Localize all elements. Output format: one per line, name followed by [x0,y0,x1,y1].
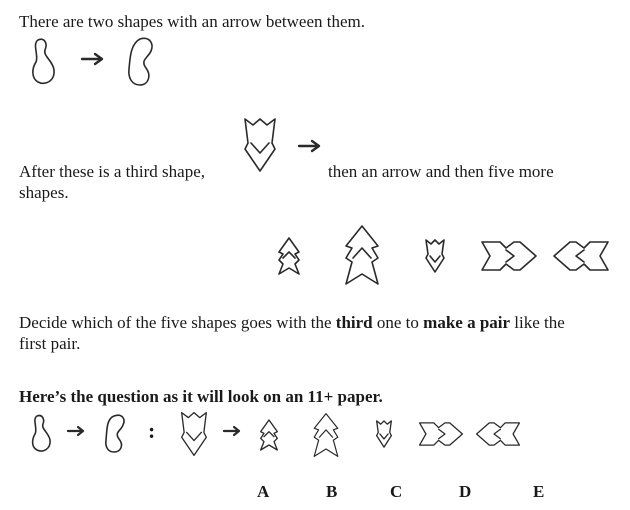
colon-separator: : [148,418,156,443]
option-shape-e-large [552,240,610,272]
instruction-bold-pair: make a pair [423,313,511,332]
bean-shape-small-2 [103,413,129,455]
option-label-d[interactable]: D [459,482,472,501]
instruction-part-1: Decide which of the five shapes goes with the [19,313,336,332]
option-label-b[interactable]: B [326,482,338,501]
option-shape-c-large [424,238,446,274]
instruction-line-2: first pair. [19,334,81,353]
arrow-icon-small-1 [66,425,86,437]
instruction-bold-third: third [335,313,373,332]
bean-shape-2 [126,36,158,88]
option-shape-a-small [259,418,279,452]
option-shape-d-large [480,240,538,272]
instruction-line-1 [19,312,565,334]
option-shape-e-small [475,421,521,447]
arrow-icon-small-2 [222,425,242,437]
intro-line-3: shapes. [19,183,69,202]
option-shape-a-large [277,236,301,276]
option-label-a[interactable]: A [257,482,270,501]
bean-shape-1 [28,36,58,88]
option-label-e[interactable]: E [533,482,545,501]
option-shape-d-small [418,421,464,447]
question-heading: Here’s the question as it will look on an 11+ paper. [19,387,383,406]
shield-arrow-shape-small [180,411,208,457]
option-shape-b-small [312,412,340,458]
option-shape-c-small [375,419,393,449]
intro-line-2a: After these is a third shape, [19,162,205,181]
arrow-icon-third [297,139,323,153]
arrow-icon-pair-1 [80,52,106,66]
option-shape-b-large [343,224,381,286]
option-label-c[interactable]: C [390,482,403,501]
instruction-part-2: one to [372,313,424,332]
intro-line-2b: then an arrow and then five more [328,162,554,181]
instruction-part-3: like the [510,313,565,332]
intro-line-1: There are two shapes with an arrow between them. [19,12,366,31]
shield-arrow-shape [243,117,277,173]
bean-shape-small-1 [29,413,53,455]
